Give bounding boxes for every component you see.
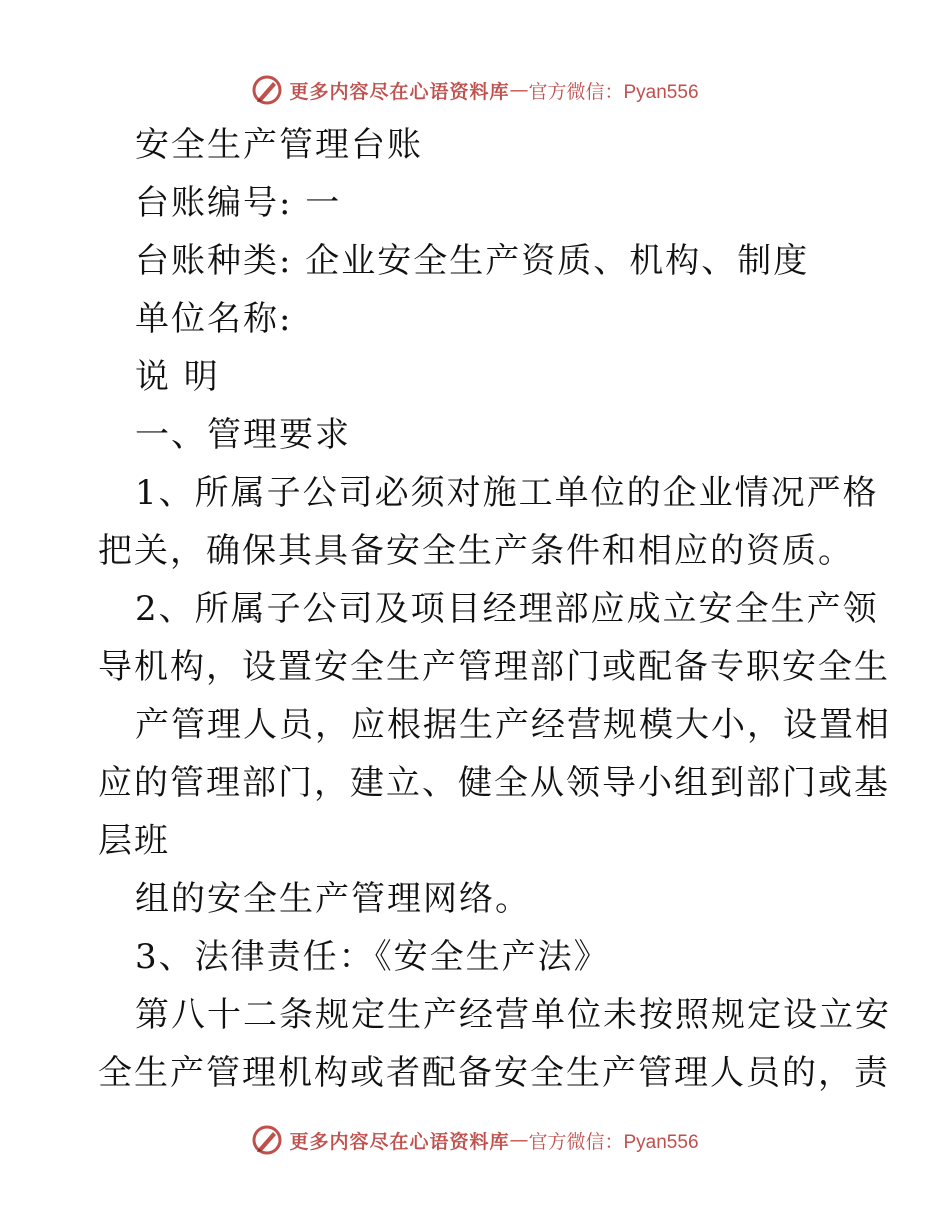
ledger-number-line: 台账编号: 一	[135, 183, 342, 223]
paragraph-line: 组的安全生产管理网络。	[135, 879, 531, 919]
watermark-separator: —	[509, 1129, 529, 1151]
pen-logo-icon	[251, 74, 283, 106]
paragraph-line: 1、所属子公司必须对施工单位的企业情况严格	[135, 473, 879, 513]
watermark-site-text: 更多内容尽在心语资料库	[289, 1130, 510, 1153]
section-heading: 一、管理要求	[135, 415, 351, 455]
paragraph-line: 把关，确保其具备安全生产条件和相应的资质。	[98, 531, 854, 571]
ledger-type-line: 台账种类: 企业安全生产资质、机构、制度	[135, 241, 810, 281]
paragraph-line: 3、法律责任：《安全生产法》	[135, 937, 610, 977]
paragraph-line: 2、所属子公司及项目经理部应成立安全生产领	[135, 589, 879, 629]
description-heading: 说 明	[135, 357, 220, 397]
watermark-site-text: 更多内容尽在心语资料库	[289, 80, 510, 103]
paragraph-line: 产管理人员，应根据生产经营规模大小，设置相	[135, 705, 891, 745]
paragraph-line: 全生产管理机构或者配备安全生产管理人员的，责	[98, 1053, 890, 1093]
paragraph-line: 层班	[98, 821, 170, 861]
pen-logo-icon	[251, 1124, 283, 1156]
unit-name-line: 单位名称:	[135, 299, 293, 339]
paragraph-line: 应的管理部门，建立、健全从领导小组到部门或基	[98, 763, 890, 803]
watermark-account-text: 官方微信：Pyan556	[528, 1131, 699, 1153]
paragraph-line: 导机构，设置安全生产管理部门或配备专职安全生	[98, 647, 890, 687]
header-watermark	[0, 70, 950, 110]
watermark-account-text: 官方微信：Pyan556	[528, 81, 699, 103]
watermark-separator: —	[509, 79, 529, 101]
paragraph-line: 第八十二条规定生产经营单位未按照规定设立安	[135, 995, 891, 1035]
document-title: 安全生产管理台账	[135, 125, 423, 165]
footer-watermark	[0, 1120, 950, 1160]
